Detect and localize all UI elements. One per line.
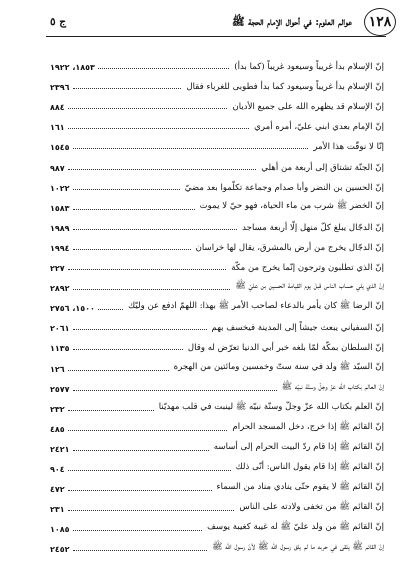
index-entry (50, 333, 384, 353)
index-entry (50, 52, 384, 72)
entry-text: إنّ القائم ﷺ من ولد عليّ ﷺ له غيبة كغيبة يوسف (207, 522, 384, 533)
entry-number: ٤٧٢ (50, 485, 65, 495)
entry-number: ٤٨٥ (50, 424, 65, 434)
dot-leader (73, 329, 207, 330)
entry-text: إنّا لا نوقّت هذا الأمر (313, 142, 384, 153)
volume-label: ج ٥ (50, 16, 67, 28)
index-entry (50, 454, 384, 474)
index-entry (50, 273, 384, 293)
page-number: ١٢٨ (368, 14, 392, 30)
entry-number: ٩٠٤ (50, 464, 65, 474)
entry-number: ٢٠٦١ (50, 324, 70, 334)
entry-number: ٢٣٢ (50, 404, 65, 414)
index-entry (50, 374, 384, 394)
dot-leader (73, 450, 209, 451)
entry-number: ٢٤٢١ (50, 444, 70, 454)
entry-number: ١٥٤٥ (50, 143, 70, 153)
entry-number: ٢٨٩٢ (50, 284, 70, 294)
dot-leader (98, 309, 123, 310)
entry-number: ٢٣٩٦ (50, 83, 70, 93)
dot-leader (68, 430, 228, 431)
dot-leader (73, 148, 309, 149)
running-title: عوالم العلوم: في أحوال الإمام الحجة ﷺ (231, 16, 352, 28)
entry-text: إنّ الخضر ﷺ شرب من ماء الحياة، فهو حيّ لا يموت (199, 200, 384, 211)
entry-text: إنّ الإسلام قد يظهره الله على جميع الأديان (232, 102, 384, 113)
entry-number: ١٨٥٣، ١٩٢٢ (50, 63, 95, 73)
index-entry (50, 152, 384, 172)
entry-number: ١٦١ (50, 123, 65, 133)
index-entry (50, 494, 384, 514)
entry-text: إنّ العالم بكتاب الله عزّ وجلّ وسنّة نبيّه ﷺ (281, 381, 384, 392)
entry-number: ١٩٩٤ (50, 243, 70, 253)
entry-text: إنّ السلطان بمكّة لمّا بلغه خبر أبي الدنيا تعرّض له وقال (187, 343, 384, 354)
page-number-badge (364, 8, 396, 36)
dot-leader (68, 410, 154, 411)
index-entry (50, 394, 384, 414)
index-entry (50, 253, 384, 273)
entry-text: إنّ الجنّة تشتاق إلى أربعة من أهلي (261, 162, 384, 173)
index-entry (50, 233, 384, 253)
dot-leader (73, 289, 231, 290)
index-entry (50, 213, 384, 233)
index-entry (50, 313, 384, 333)
entry-number: ٢٥٧٧ (50, 384, 70, 394)
entry-text: إنّ الإسلام بدأ غريباً وسيعود كما بدأ فطوبى للغرباء فقال (186, 82, 384, 93)
entry-text: إنّ الذي يلي حساب الناس قبل يوم القيامة الحسين بن عليّ ﷺ (235, 281, 384, 292)
dot-leader (73, 209, 195, 210)
dot-leader (68, 269, 227, 270)
dot-leader (73, 229, 238, 230)
entry-text: إنّ القائم ﷺ يلقى في حربه ما لم يلق رسول الله ﷺ لأنّ رسول الله ﷺ (212, 542, 384, 553)
dot-leader (68, 490, 212, 491)
dot-leader (73, 189, 180, 190)
dot-leader (73, 349, 183, 350)
entry-number: ١٠٨٥ (50, 525, 70, 535)
entry-text: إنّ السيّد ﷺ ولد في سنة ستّ وخمسين ومائتين من الهجرة (173, 361, 384, 372)
entry-text: إنّ الدجّال يبلغ كلّ منهل إلّا أربعة مساجد (242, 222, 384, 233)
entry-text: إنّ السفياني يبعث جيشاً إلى المدينة فيخسف بهم (211, 323, 384, 334)
entry-number: ٢٢٧ (50, 264, 65, 274)
entry-text: إنّ الإمام بعدي ابني عليّ، أمره أمري (254, 122, 384, 133)
entry-text: إنّ الرضا ﷺ كان يأمر بالدعاء لصاحب الأمر ﷺ بهذا: اللهمّ ادفع عن وليّك (128, 301, 384, 312)
dot-leader (73, 550, 208, 551)
index-entry (50, 72, 384, 92)
page-header (46, 14, 392, 37)
entry-text: إنّ الدجّال يخرج من أرض بالمشرق، يقال لها خراسان (195, 242, 384, 253)
entry-text: إنّ الذي تطلبون وترجون إنّما يخرج من مكّة (231, 263, 384, 274)
index-entry (50, 353, 384, 373)
entry-number: ٩٨٧ (50, 163, 65, 173)
entry-number: ٢٤٥٢ (50, 545, 70, 555)
entry-number: ١٩٨٩ (50, 223, 70, 233)
entry-text: إنّ القائم ﷺ إذا خرج، دخل المسجد الحرام (232, 421, 384, 432)
entry-text: إنّ الإسلام بدأ غريباً وسيعود غريباً (كما بدأ) (234, 62, 384, 73)
entry-text: إنّ القائم ﷺ إذا قام ردّ البيت الحرام إلى أساسه (213, 441, 384, 452)
index-entry (50, 173, 384, 193)
index-entry (50, 92, 384, 112)
entry-number: ١٥٠٠، ٢٧٥٦ (50, 304, 95, 314)
index-entry (50, 514, 384, 534)
entry-number: ٨٨٤ (50, 103, 65, 113)
entry-number: ١٢٦ (50, 364, 65, 374)
entry-number: ١٠٢٢ (50, 183, 70, 193)
index-entry (50, 293, 384, 313)
dot-leader (68, 169, 257, 170)
index-entry (50, 132, 384, 152)
dot-leader (73, 249, 191, 250)
dot-leader (68, 128, 250, 129)
index-entry (50, 112, 384, 132)
dot-leader (68, 470, 231, 471)
entry-number: ٢٣١ (50, 505, 65, 515)
dot-leader (98, 68, 229, 69)
entry-text: إنّ القائم ﷺ من تخفى ولادته على الناس (239, 502, 384, 513)
index-entry (50, 474, 384, 494)
dot-leader (73, 530, 203, 531)
dot-leader (73, 88, 182, 89)
index-entry (50, 414, 384, 434)
entry-text: إنّ العلم بكتاب الله عزّ وجلّ وسنّة نبيّه ﷺ لينبت في قلب مهديّنا (158, 401, 384, 412)
dot-leader (68, 510, 235, 511)
dot-leader (68, 108, 228, 109)
entry-text: إنّ الحسين بن النضر وأبا صدام وجماعة تكلّموا بعد مضيّ (184, 182, 384, 193)
index-list (50, 52, 384, 554)
entry-text: إنّ القائم ﷺ لا يقوم حتّى ينادي مناد من السماء (216, 482, 384, 493)
dot-leader (73, 390, 277, 391)
entry-text: إنّ القائم ﷺ إذا قام يقول الناس: أنّى ذلك (235, 461, 384, 472)
entry-number: ١١٣٥ (50, 344, 70, 354)
index-entry (50, 193, 384, 213)
entry-number: ١٥٨٣ (50, 203, 70, 213)
index-entry (50, 534, 384, 554)
dot-leader (68, 370, 169, 371)
index-entry (50, 434, 384, 454)
